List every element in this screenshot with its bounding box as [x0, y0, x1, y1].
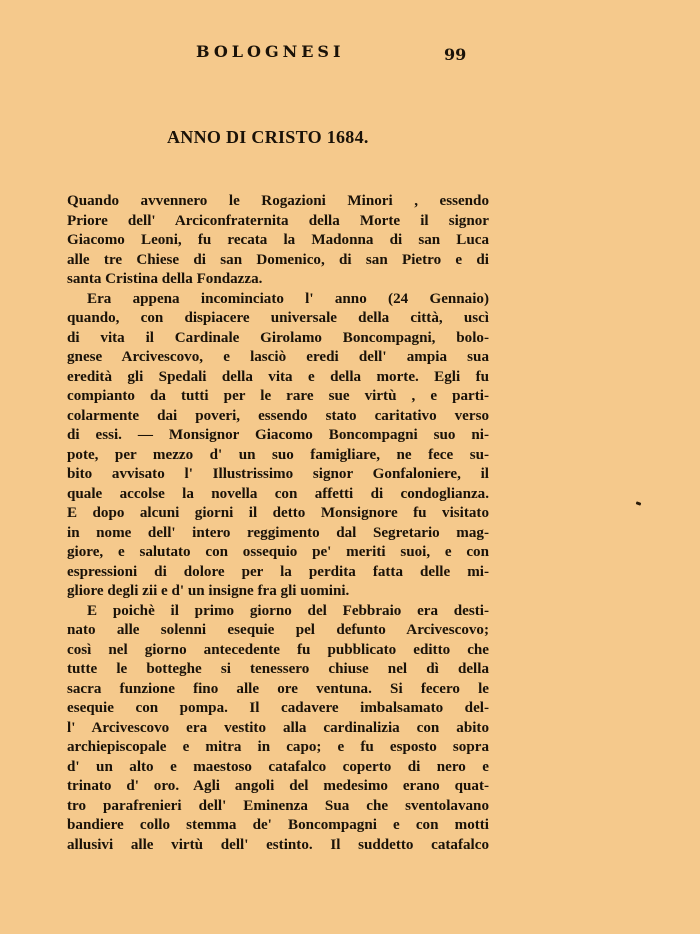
text-line: di essi. — Monsignor Giacomo Boncompagni suo ni-	[67, 427, 489, 443]
text-line: E dopo alcuni giorni il detto Monsignore fu visitato	[67, 505, 489, 521]
text-line: gnese Arcivescovo, e lasciò eredi dell' ampia sua	[67, 349, 489, 365]
text-line: Quando avvennero le Rogazioni Minori , essendo	[67, 193, 489, 209]
body-text	[67, 192, 489, 855]
text-line: E poichè il primo giorno del Febbraio era desti-	[87, 602, 489, 619]
text-line: compianto da tutti per le rare sue virtù , e parti-	[67, 388, 489, 404]
text-line: l' Arcivescovo era vestito alla cardinalizia con abito	[67, 719, 489, 736]
text-line: espressioni di dolore per la perdita fatta delle mi-	[67, 563, 489, 580]
text-line: d' un alto e maestoso catafalco coperto di nero e	[67, 758, 489, 775]
text-line: gliore degli zii e d' un insigne fra gli uomini.	[67, 583, 350, 599]
text-line: archiepiscopale e mitra in capo; e fu esposto sopra	[67, 739, 489, 755]
text-line: trinato d' oro. Agli angoli del medesimo erano quat-	[67, 778, 489, 794]
text-line: quando, con dispiacere universale della città, uscì	[67, 310, 489, 326]
text-line: sacra funzione fino alle ore ventuna. Si fecero le	[67, 680, 489, 697]
text-line: così nel giorno antecedente fu pubblicato editto che	[67, 641, 489, 658]
text-line: Era appena incominciato l' anno (24 Gennaio)	[87, 290, 489, 307]
page-number: 99	[444, 45, 467, 64]
text-line: bandiere collo stemma de' Boncompagni e con motti	[67, 817, 489, 833]
text-line: tro parafrenieri dell' Eminenza Sua che sventolavano	[67, 797, 489, 814]
text-line: in nome dell' intero reggimento dal Segretario mag-	[67, 524, 489, 541]
text-line: nato alle solenni esequie pel defunto Arcivescovo;	[67, 622, 489, 638]
text-line: santa Cristina della Fondazza.	[67, 271, 263, 287]
text-line: bito avvisato l' Illustrissimo signor Gonfaloniere, il	[67, 466, 489, 482]
section-title: ANNO DI CRISTO 1684.	[167, 127, 369, 147]
ink-speck	[636, 501, 642, 506]
text-line: giore, e salutato con ossequio pe' meriti suoi, e con	[67, 544, 489, 560]
text-line: di vita il Cardinale Girolamo Boncompagni, bolo-	[67, 329, 489, 346]
text-line: eredità gli Spedali della vita e della morte. Egli fu	[67, 368, 489, 385]
running-head: BOLOGNESI	[196, 42, 345, 61]
text-line: colarmente dai poveri, essendo stato caritativo verso	[67, 407, 489, 424]
text-line: Priore dell' Arciconfraternita della Morte il signor	[67, 212, 489, 229]
text-line: esequie con pompa. Il cadavere imbalsamato del-	[67, 700, 489, 716]
text-line: allusivi alle virtù dell' estinto. Il suddetto catafalco	[67, 836, 489, 853]
text-line: quale accolse la novella con affetti di condoglianza.	[67, 485, 489, 502]
text-line: alle tre Chiese di san Domenico, di san Pietro e di	[67, 251, 489, 268]
text-line: tutte le botteghe si tenessero chiuse nel dì della	[67, 661, 489, 677]
text-line: pote, per mezzo d' un suo famigliare, ne fece su-	[67, 446, 489, 463]
text-line: Giacomo Leoni, fu recata la Madonna di san Luca	[67, 232, 489, 248]
